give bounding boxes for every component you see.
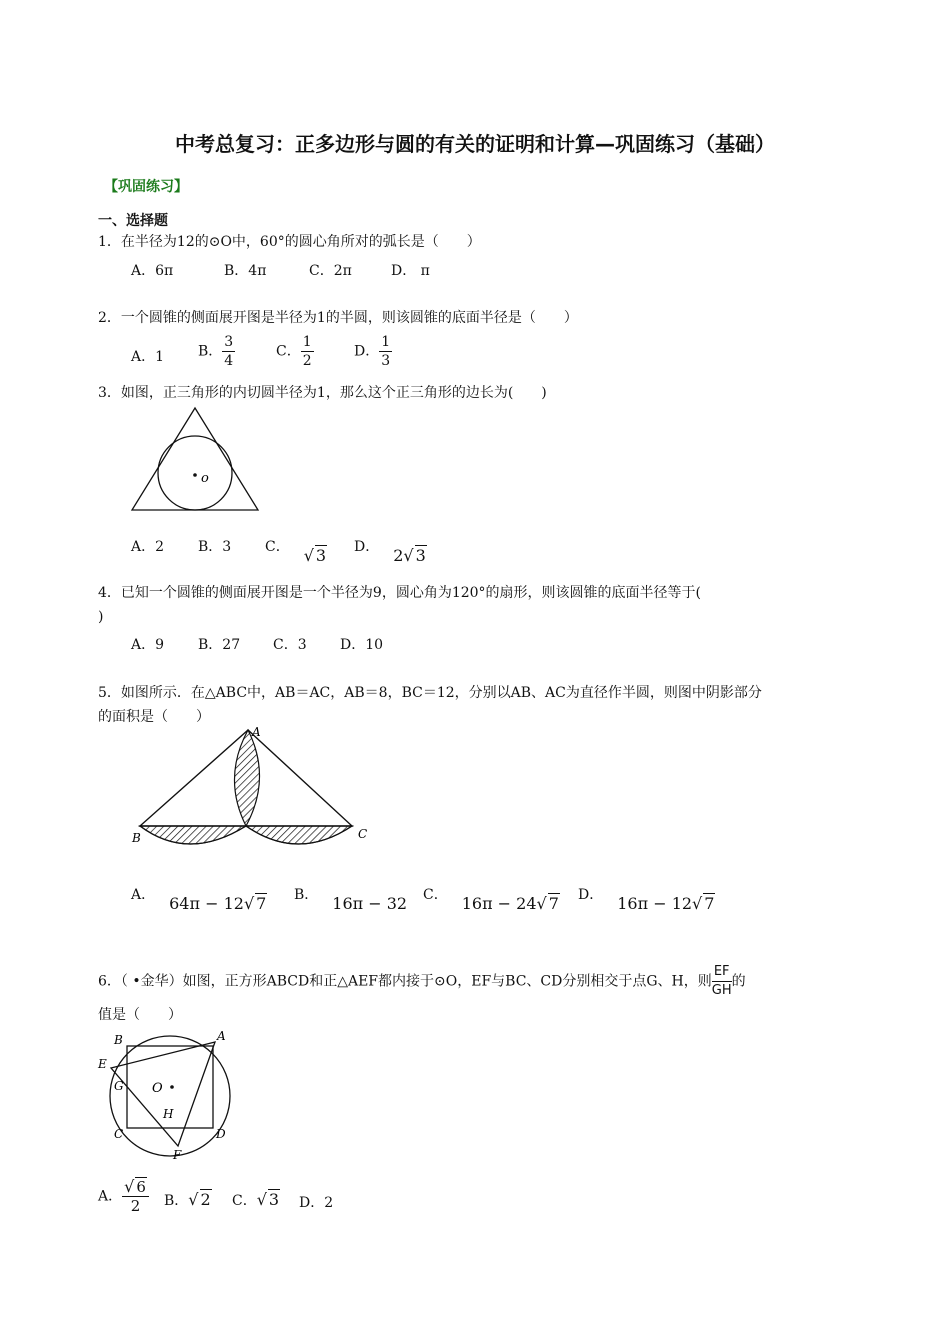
q2-option-d [354, 333, 392, 370]
q2-option-b [198, 333, 235, 370]
q6-stem-line2: 值是（ ） [98, 1007, 182, 1023]
q6-label-o: O [152, 1081, 163, 1096]
q2-option-c [276, 333, 314, 370]
q5-option-b [294, 884, 408, 913]
q5-option-b-value: 16π − 32 [332, 894, 408, 913]
q3-option-a: A．2 [131, 539, 165, 555]
q3-stem: 3．如图，正三角形的内切圆半径为1，那么这个正三角形的边长为( ) [98, 385, 547, 401]
q4-option-c: C．3 [273, 637, 307, 653]
q4-option-b: B．27 [198, 637, 241, 653]
q6-label-e: E [98, 1057, 107, 1071]
q6-option-a-label: A． [98, 1188, 123, 1205]
q3-option-d: D． 2√ 3 [354, 539, 426, 565]
q5-option-d: D． 16π − 12√ 7 [578, 887, 715, 913]
q6-option-a-fraction: $\frac{√ 6}{2}$ [122, 1178, 149, 1215]
q5-stem-line2: 的面积是（ ） [98, 709, 210, 725]
q6-label-g: G [114, 1079, 124, 1093]
q6-option-b-label: B． [164, 1193, 189, 1209]
q6-label-h: H [163, 1107, 174, 1121]
q6-option-b: B．√ 2 [164, 1190, 211, 1209]
q5-option-b-label: B． [294, 887, 319, 903]
q2-option-b-fraction: $\frac{3}{4}$ [224, 334, 234, 369]
q1-option-d: D． π [391, 263, 430, 279]
q6-label-d: D [216, 1127, 226, 1141]
q1-option-a: A．6π [131, 263, 174, 279]
q6-option-c-label: C． [232, 1193, 257, 1209]
q1-stem: 1．在半径为12的⊙O中，60°的圆心角所对的弧长是（ ） [98, 234, 481, 250]
q6-label-b: B [114, 1033, 123, 1047]
q6-figure-circle-square-triangle [94, 1026, 244, 1166]
q4-option-d: D．10 [340, 637, 384, 653]
q5-shaded-lens [234, 730, 259, 826]
q5-option-d-value: 16π − 12 [617, 894, 693, 913]
q5-option-c: C． 16π − 24√ 7 [423, 887, 559, 913]
q2-stem: 2．一个圆锥的侧面展开图是半径为1的半圆，则该圆锥的底面半径是（ ） [98, 310, 578, 326]
q5-option-c-radicand: 7 [548, 894, 559, 913]
q6-option-a [98, 1178, 149, 1215]
q3-option-d-radicand: 3 [415, 546, 426, 565]
q3-option-b: B．3 [198, 539, 232, 555]
q5-option-a-radicand: 7 [256, 894, 267, 913]
q3-triangle [132, 408, 258, 510]
q3-option-d-coef: 2 [393, 546, 404, 565]
q6-option-c: C．√ 3 [232, 1190, 280, 1209]
q4-stem-line1: 4．已知一个圆锥的侧面展开图是一个半径为9，圆心角为120°的扇形，则该圆锥的底面半径等于( [98, 585, 701, 601]
q5-option-d-label: D． [578, 887, 604, 903]
q5-option-c-label: C． [423, 887, 448, 903]
q6-label-f: F [173, 1148, 182, 1162]
q1-option-b: B．4π [224, 263, 267, 279]
q2-option-d-fraction: $\frac{1}{3}$ [381, 334, 391, 369]
q6-stem-fraction: $\frac{EF}{GH}$ [711, 964, 732, 998]
q5-label-a: A [252, 725, 261, 739]
q5-label-b: B [132, 831, 141, 845]
q3-center-label: o [201, 471, 209, 486]
q6-label-c: C [114, 1127, 124, 1141]
q3-incircle [158, 436, 232, 510]
page-title: 中考总复习：正多边形与圆的有关的证明和计算—巩固练习（基础） [175, 132, 775, 156]
q4-option-a: A．9 [131, 637, 165, 653]
q2-option-b-label: B． [198, 343, 223, 360]
q3-option-d-label: D． [354, 539, 380, 555]
q5-stem-line1: 5．如图所示．在△ABC中，AB＝AC，AB＝8，BC＝12，分别以AB、AC为直径作半圆，则图中阴影部分 [98, 685, 762, 701]
q5-option-a-label: A． [131, 887, 156, 903]
q6-label-a: A [217, 1029, 226, 1043]
q6-stem-line1 [98, 963, 746, 1000]
q3-figure-triangle-incircle [128, 404, 268, 516]
q2-option-c-fraction: $\frac{1}{2}$ [302, 334, 312, 369]
q1-option-c: C．2π [309, 263, 352, 279]
q2-option-c-label: C． [276, 343, 301, 360]
q3-option-c-radicand: 3 [315, 546, 327, 565]
q5-label-c: C [358, 827, 368, 841]
q3-option-c: C． √ 3 [265, 539, 327, 565]
q2-option-a: A．1 [131, 349, 165, 365]
q6-circle [110, 1036, 230, 1156]
q3-center-dot [193, 473, 197, 477]
q6-option-d: D．2 [299, 1195, 334, 1211]
part-label: 一、选择题 [98, 213, 168, 229]
q6-stem-text: 6．（ •金华）如图，正方形ABCD和正△AEF都内接于⊙O，EF与BC、CD分别相交于点G、H，则 [98, 973, 712, 990]
q5-option-d-radicand: 7 [704, 894, 715, 913]
q5-option-a-value: 64π − 12 [169, 894, 244, 913]
q3-option-c-label: C． [265, 539, 290, 555]
section-label: 【巩固练习】 [104, 179, 188, 195]
q5-option-a: A． 64π − 12√ 7 [131, 887, 267, 913]
q5-figure-triangle-semicircles [126, 722, 376, 862]
q6-stem-tail: 的 [731, 973, 746, 990]
q4-stem-line2: ) [98, 609, 104, 625]
q6-center-dot [170, 1085, 174, 1089]
q5-option-c-value: 16π − 24 [461, 894, 537, 913]
q2-option-d-label: D． [354, 343, 380, 360]
